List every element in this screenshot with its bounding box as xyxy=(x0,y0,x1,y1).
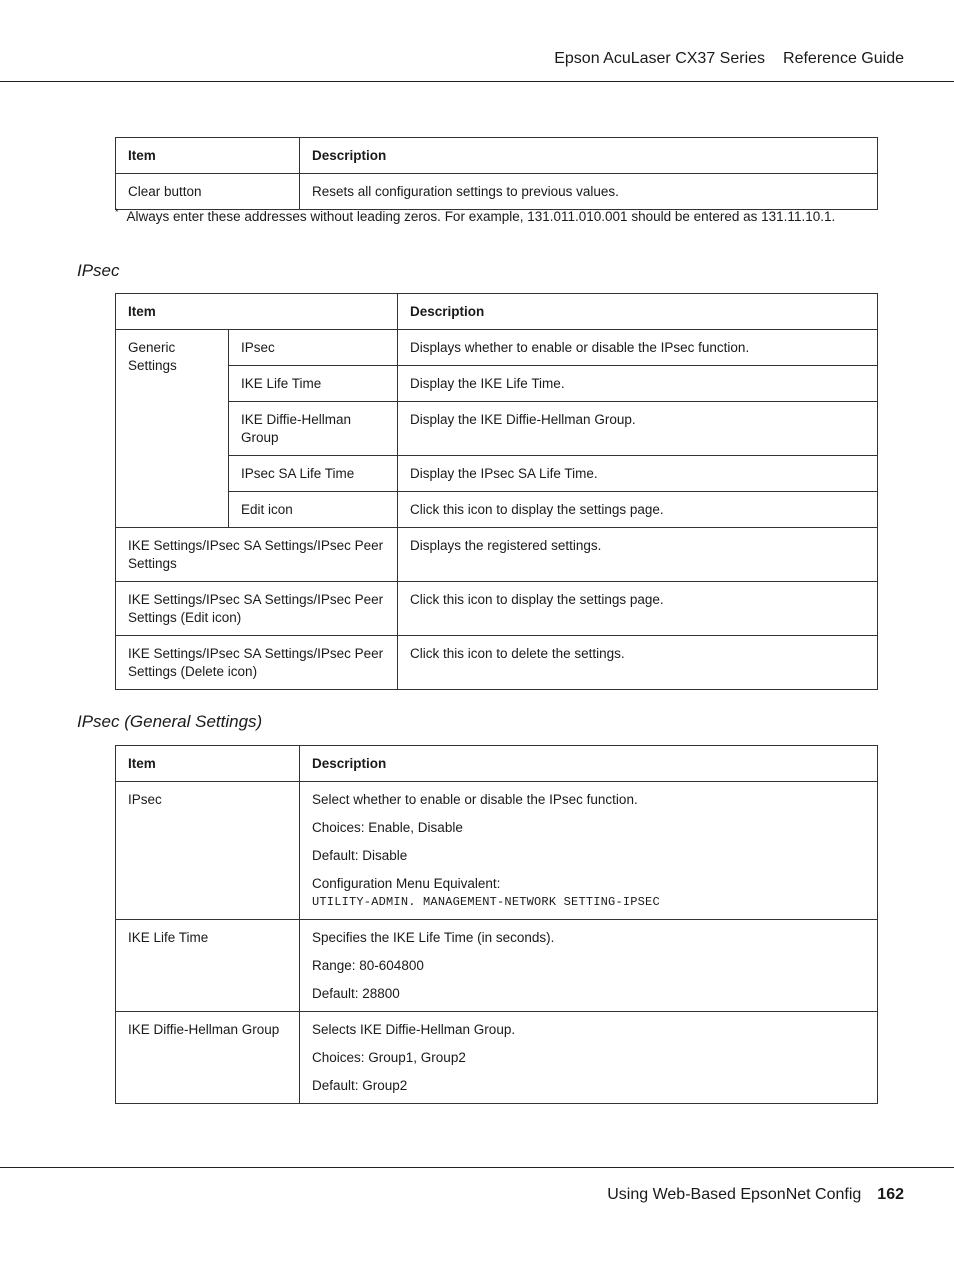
cell-item: IPsec SA Life Time xyxy=(229,456,398,492)
cell-description: Display the IPsec SA Life Time. xyxy=(398,456,878,492)
description-line: Selects IKE Diffie-Hellman Group. xyxy=(312,1022,516,1037)
description-line: Choices: Enable, Disable xyxy=(312,820,463,835)
table-row xyxy=(116,174,878,210)
cell-description: Displays whether to enable or disable the IPsec function. xyxy=(398,330,878,366)
cell-description: Display the IKE Diffie-Hellman Group. xyxy=(398,402,878,456)
cell-description: Display the IKE Life Time. xyxy=(398,366,878,402)
col-header-description: Description xyxy=(398,294,878,330)
col-header-description: Description xyxy=(300,138,878,174)
table-row xyxy=(116,492,878,528)
page-number: 162 xyxy=(877,1186,904,1203)
cell-description xyxy=(300,920,878,1012)
table-row xyxy=(116,528,878,582)
description-line: Default: Group2 xyxy=(312,1078,408,1093)
cell-item: Edit icon xyxy=(229,492,398,528)
table-row xyxy=(116,402,878,456)
col-header-item: Item xyxy=(116,294,398,330)
cell-group-label: Generic Settings xyxy=(116,330,229,528)
table-row xyxy=(116,330,878,366)
table-row xyxy=(116,582,878,636)
description-line: Select whether to enable or disable the IPsec function. xyxy=(312,792,638,807)
section-title-ipsec: IPsec xyxy=(77,261,120,280)
table-header-row xyxy=(116,138,878,174)
cell-description xyxy=(300,782,878,920)
description-line: Specifies the IKE Life Time (in seconds). xyxy=(312,930,555,945)
menu-equivalent-label: Configuration Menu Equivalent: xyxy=(312,876,501,891)
description-line: Choices: Group1, Group2 xyxy=(312,1050,466,1065)
footnote xyxy=(115,209,835,224)
table-header-row xyxy=(116,294,878,330)
table-ipsec-general xyxy=(115,745,878,1104)
page-footer xyxy=(0,1167,954,1203)
table-row xyxy=(116,920,878,1012)
description-line: Default: 28800 xyxy=(312,986,400,1001)
col-header-item: Item xyxy=(116,746,300,782)
table-row xyxy=(116,782,878,920)
cell-item: IPsec xyxy=(229,330,398,366)
footer-text xyxy=(607,1186,904,1204)
table-ipsec xyxy=(115,293,878,690)
cell-item: Clear button xyxy=(116,174,300,210)
cell-description: Click this icon to display the settings page. xyxy=(398,582,878,636)
col-header-description: Description xyxy=(300,746,878,782)
header-product: Epson AcuLaser CX37 Series xyxy=(554,50,766,67)
section-title-ipsec-general: IPsec (General Settings) xyxy=(77,712,263,731)
table-row xyxy=(116,456,878,492)
description-line: Range: 80-604800 xyxy=(312,958,424,973)
table-row xyxy=(116,636,878,690)
cell-item: IKE Settings/IPsec SA Settings/IPsec Peer Settings (Edit icon) xyxy=(116,582,398,636)
cell-description: Resets all configuration settings to previous values. xyxy=(300,174,878,210)
col-header-item: Item xyxy=(116,138,300,174)
cell-item: IPsec xyxy=(116,782,300,920)
table-header-row xyxy=(116,746,878,782)
cell-description: Click this icon to delete the settings. xyxy=(398,636,878,690)
table-row xyxy=(116,1012,878,1104)
cell-item: IKE Life Time xyxy=(229,366,398,402)
footnote-mark: * xyxy=(115,207,119,217)
footnote-text: Always enter these addresses without leading zeros. For example, 131.011.010.001 should be entered as 131.11.10.1. xyxy=(126,209,836,224)
header-text xyxy=(554,50,904,68)
cell-description xyxy=(300,1012,878,1104)
cell-description: Click this icon to display the settings page. xyxy=(398,492,878,528)
cell-item: IKE Diffie-Hellman Group xyxy=(229,402,398,456)
footer-chapter: Using Web-Based EpsonNet Config xyxy=(607,1186,862,1203)
cell-item: IKE Diffie-Hellman Group xyxy=(116,1012,300,1104)
page-header xyxy=(0,0,954,82)
table-row xyxy=(116,366,878,402)
cell-description: Displays the registered settings. xyxy=(398,528,878,582)
description-line: Default: Disable xyxy=(312,848,408,863)
cell-item: IKE Settings/IPsec SA Settings/IPsec Peer Settings xyxy=(116,528,398,582)
cell-item: IKE Settings/IPsec SA Settings/IPsec Peer Settings (Delete icon) xyxy=(116,636,398,690)
description-line xyxy=(312,875,865,911)
menu-path: UTILITY-ADMIN. MANAGEMENT-NETWORK SETTING-IPSEC xyxy=(312,895,660,909)
header-guide: Reference Guide xyxy=(783,50,904,67)
table-clear-button xyxy=(115,137,878,210)
cell-item: IKE Life Time xyxy=(116,920,300,1012)
